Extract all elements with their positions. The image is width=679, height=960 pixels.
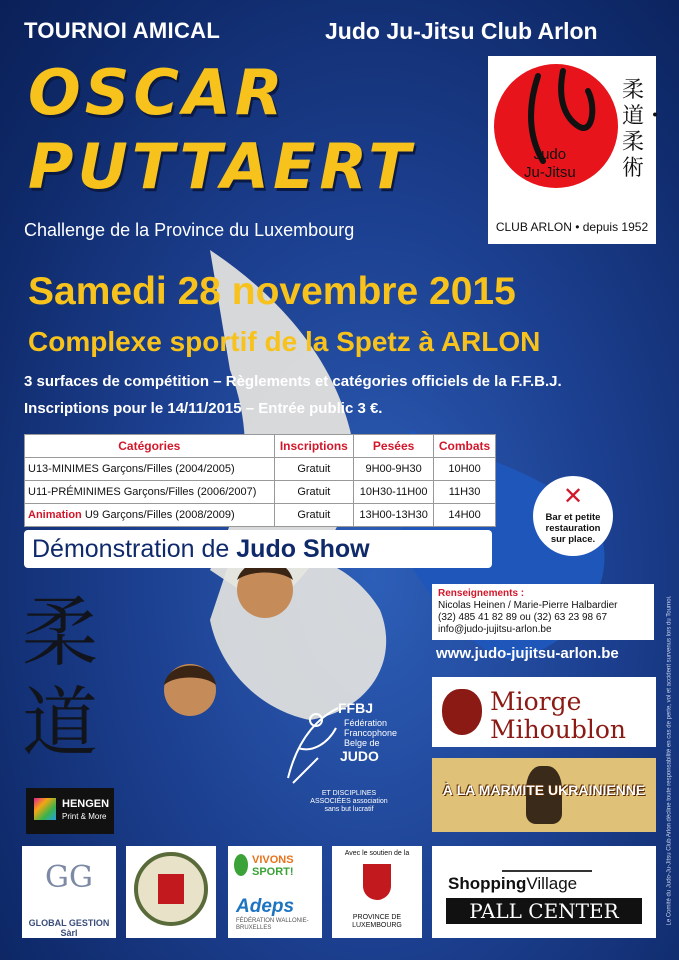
category-text: U9 Garçons/Filles (2008/2009) xyxy=(81,509,235,521)
category-text: U13-MINIMES Garçons/Filles (2004/2005) xyxy=(28,463,235,475)
sponsor-adeps xyxy=(228,846,322,938)
hengen-name: HENGEN xyxy=(62,798,110,810)
miorge-line1: Miorge xyxy=(490,687,582,716)
table-cell: 10H30-11H00 xyxy=(354,481,434,504)
club-name: Judo Ju-Jitsu Club Arlon xyxy=(325,18,598,44)
logo-kanji: 柔道・柔術 xyxy=(622,78,667,181)
table-cell: Gratuit xyxy=(274,481,354,504)
shopping-text: Shopping xyxy=(448,874,527,893)
table-cell: Gratuit xyxy=(274,458,354,481)
hengen-sub: Print & More xyxy=(62,812,107,821)
event-info-1: 3 surfaces de compétition – Règlements et catégories officiels de la F.F.B.J. xyxy=(24,373,562,390)
table-header: Catégories xyxy=(25,435,275,458)
contact-email[interactable]: info@judo-jujitsu-arlon.be xyxy=(438,624,552,635)
table-cell-category xyxy=(25,481,275,504)
tournament-label: TOURNOI AMICAL xyxy=(24,18,221,43)
contact-box xyxy=(432,584,654,640)
disclaimer-strip xyxy=(662,560,676,940)
ffbj-footer: ET DISCIPLINES ASSOCIÉES association sans but lucratif xyxy=(310,790,388,813)
grape-icon xyxy=(442,689,482,735)
ffbj-line1: Fédération xyxy=(344,718,388,728)
table-row xyxy=(25,504,496,527)
table-cell-category xyxy=(25,458,275,481)
table-cell: 10H00 xyxy=(434,458,496,481)
table-cell: 13H00-13H30 xyxy=(354,504,434,527)
lion-shield-icon xyxy=(158,874,184,904)
seal-icon xyxy=(134,852,208,926)
schedule-table xyxy=(24,434,496,527)
category-prefix: Animation xyxy=(28,509,82,521)
hengen-logo-icon xyxy=(34,798,56,820)
website-link[interactable]: www.judo-jujitsu-arlon.be xyxy=(436,645,619,662)
pall-center-text: PALL CENTER xyxy=(446,898,642,924)
table-row xyxy=(25,458,496,481)
sponsor-miorge xyxy=(432,677,656,747)
restaurant-line1: Bar et petite xyxy=(545,512,601,523)
sponsor-hengen xyxy=(26,788,114,834)
logo-footer: CLUB ARLON • depuis 1952 xyxy=(495,220,649,234)
village-roofs-icon xyxy=(502,852,592,872)
table-header: Combats xyxy=(434,435,496,458)
global-gestion-name: GLOBAL GESTION Sàrl xyxy=(28,918,110,938)
contact-title: Renseignements : xyxy=(438,588,525,599)
gg-monogram-icon: GG xyxy=(45,860,93,895)
contact-names: Nicolas Heinen / Marie-Pierre Halbardier xyxy=(438,600,618,611)
table-cell-category xyxy=(25,504,275,527)
title-line2: PUTTAERT xyxy=(28,130,415,203)
ffbj-line3: Belge de xyxy=(344,738,380,748)
province-top: Avec le soutien de la xyxy=(344,850,410,857)
restaurant-line2: restauration xyxy=(545,523,601,534)
ffbj-title: FFBJ xyxy=(338,700,373,716)
table-header-row xyxy=(25,435,496,458)
adeps-federation: FÉDÉRATION WALLONIE-BRUXELLES xyxy=(236,918,309,931)
sponsor-global-gestion xyxy=(22,846,116,938)
province-bottom: PROVINCE DE LUXEMBOURG xyxy=(352,914,402,929)
category-text: U11-PRÉMINIMES Garçons/Filles (2006/2007) xyxy=(28,486,257,498)
event-date: Samedi 28 novembre 2015 xyxy=(28,270,516,313)
table-cell: 9H00-9H30 xyxy=(354,458,434,481)
table-cell: Gratuit xyxy=(274,504,354,527)
village-text: Village xyxy=(526,874,578,893)
sponsor-marmite xyxy=(432,758,656,832)
miorge-line2: Mihoublon xyxy=(490,715,626,744)
event-info-2: Inscriptions pour le 14/11/2015 – Entrée public 3 €. xyxy=(24,400,383,417)
runner-icon xyxy=(234,854,248,876)
subtitle: Challenge de la Province du Luxembourg xyxy=(24,220,355,240)
title-line1: OSCAR xyxy=(28,56,287,129)
province-shield-icon xyxy=(363,864,391,900)
ffbj-line2: Francophone xyxy=(344,728,398,738)
demo-highlight: Judo Show xyxy=(236,535,370,563)
sponsor-province xyxy=(332,846,422,938)
table-cell: 11H30 xyxy=(434,481,496,504)
restaurant-line3: sur place. xyxy=(550,534,596,545)
adeps-sport: SPORT! xyxy=(252,866,294,878)
demo-banner xyxy=(24,530,492,568)
event-venue: Complexe sportif de la Spetz à ARLON xyxy=(28,326,541,357)
table-header: Pesées xyxy=(354,435,434,458)
logo-line1: Judo xyxy=(533,146,567,163)
logo-line2: Ju-Jitsu xyxy=(524,164,576,181)
kanji-decoration xyxy=(22,588,112,768)
sponsor-seal xyxy=(126,846,216,938)
demo-text: Démonstration de xyxy=(32,535,237,563)
kanji-text: 柔道 xyxy=(22,588,98,767)
adeps-name: Adeps xyxy=(236,896,295,917)
table-row xyxy=(25,481,496,504)
table-header: Inscriptions xyxy=(274,435,354,458)
club-logo xyxy=(488,56,667,244)
adeps-vivons: VIVONS xyxy=(252,854,294,866)
marmite-text: À LA MARMITE UKRAINIENNE xyxy=(442,782,646,798)
disclaimer-text: Le Comité du Judo-Ju-Jitsu Club Arlon décline toute responsabilité en cas de perte, vol et accident survenus lors du Tournoi. xyxy=(666,595,673,926)
fork-knife-icon: ✕ xyxy=(562,483,584,510)
contact-phones: (32) 485 41 82 89 ou (32) 63 23 98 67 xyxy=(438,612,608,623)
restaurant-badge xyxy=(533,476,613,556)
table-cell: 14H00 xyxy=(434,504,496,527)
ffbj-logo xyxy=(278,690,398,830)
sponsor-pall-center xyxy=(432,846,656,938)
ffbj-judo: JUDO xyxy=(340,748,379,764)
